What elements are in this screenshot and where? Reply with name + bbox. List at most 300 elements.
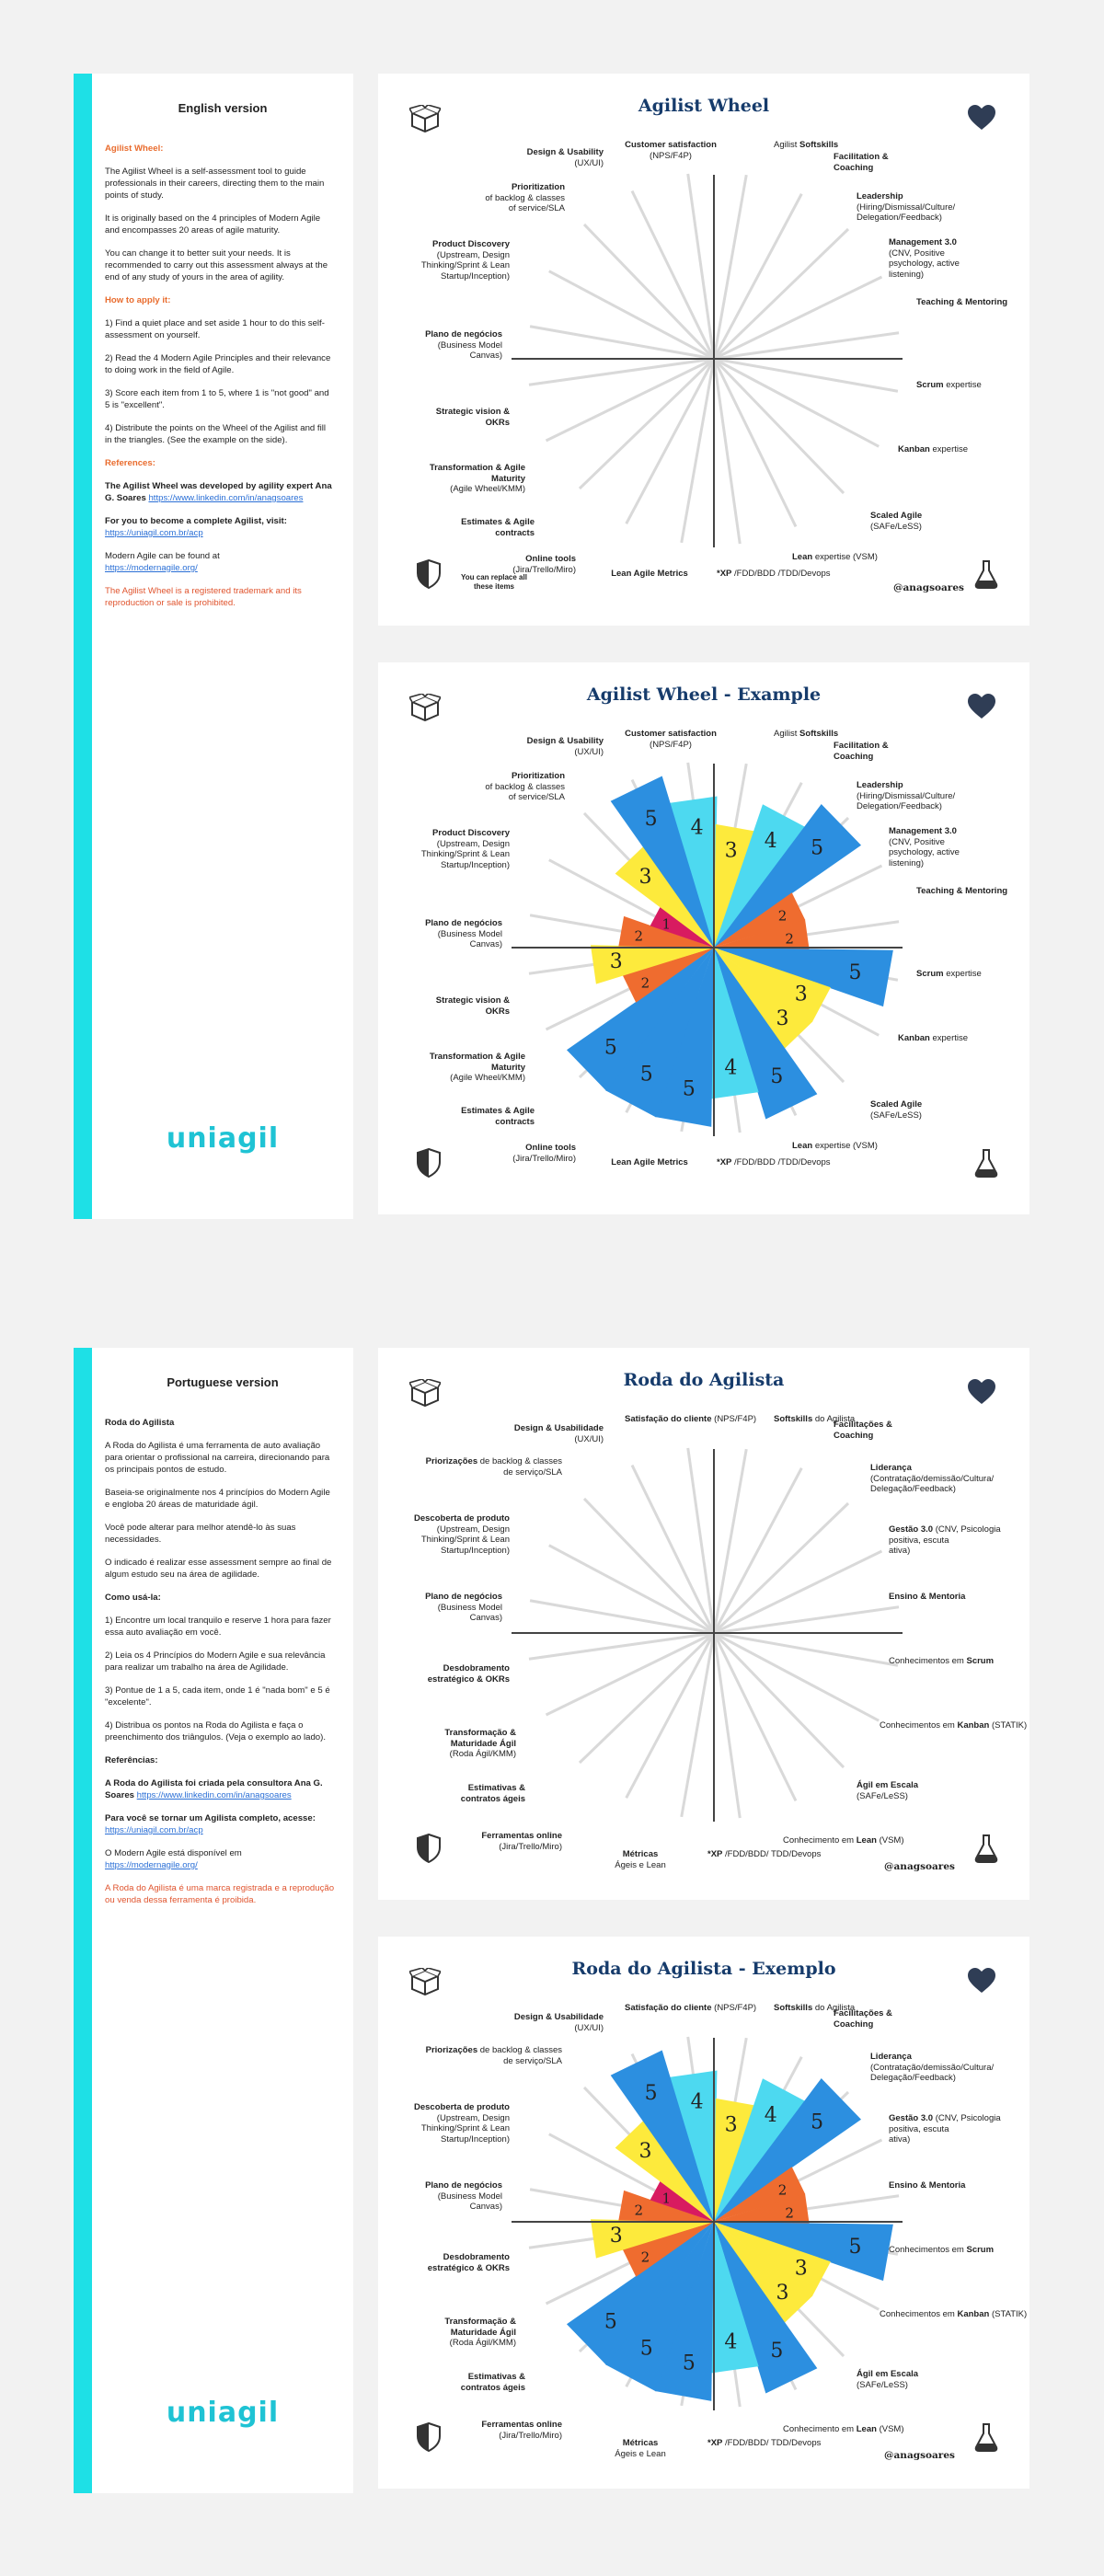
sidebar-paragraph [105, 1719, 335, 1743]
score-label: 3 [794, 983, 808, 1006]
wheel-item-label [898, 1033, 968, 1044]
sidebar-paragraph [105, 1487, 335, 1511]
sidebar-paragraph [105, 1557, 335, 1581]
signature: @anagsoares [884, 1861, 955, 1872]
label-part: (UX/UI) [574, 746, 604, 757]
wheel-item-label [430, 463, 525, 495]
label-part: Startup/Inception) [441, 270, 510, 282]
reference-link[interactable]: https://www.linkedin.com/in/anagsoares [136, 1790, 292, 1800]
label-part: Facilitation & [834, 741, 889, 751]
wheel-item-label [428, 1663, 510, 1685]
flask-icon [974, 1834, 998, 1868]
label-part: Startup/Inception) [441, 859, 510, 870]
wheel-item-label [436, 407, 510, 428]
label-part: (Jira/Trello/Miro) [499, 2430, 562, 2441]
label-part: /FDD/BDD /TDD/Devops [734, 569, 831, 579]
label-part: Conhecimentos em [880, 2309, 958, 2319]
label-part: *XP [707, 2438, 723, 2448]
label-part: Leadership [857, 191, 903, 201]
label-part: contracts [495, 527, 535, 538]
reference-link[interactable]: https://modernagile.org/ [105, 1860, 198, 1870]
label-part: Design & Usability [526, 147, 604, 157]
wheel-item-label [625, 140, 717, 161]
label-part: ativa) [889, 1546, 911, 1556]
score-label: 2 [785, 2204, 794, 2222]
wheel-item-label [527, 736, 604, 757]
label-part: (SAFe/LeSS) [857, 2379, 908, 2390]
wheel-item-label [604, 569, 696, 580]
paragraph-text: References: [105, 458, 155, 468]
wheel-item-label [461, 517, 535, 538]
heart-icon [967, 1968, 996, 1998]
label-part: Transformação & [444, 1728, 516, 1738]
wheel-title: Agilist Wheel - Example [586, 684, 822, 705]
sidebar-en [74, 74, 353, 1219]
sidebar-paragraph [105, 1615, 335, 1639]
paragraph-text: 3) Score each item from 1 to 5, where 1 is "not good" and 5 is "excellent". [105, 388, 329, 410]
label-part: (Upstream, Design [436, 1524, 510, 1535]
label-part: of backlog & classes [485, 192, 565, 203]
sidebar-paragraph [105, 515, 335, 539]
score-label: 2 [785, 930, 794, 948]
label-part: Ágeis e Lean [615, 1859, 666, 1870]
label-part: Coaching [834, 2018, 874, 2030]
label-part: Online tools [525, 1143, 576, 1153]
label-part: Maturity [491, 473, 525, 484]
wheel-item-label [444, 1728, 516, 1760]
label-part: Scrum [916, 380, 944, 390]
label-part: Liderança [870, 2052, 912, 2062]
wheel-item-label [421, 828, 510, 870]
wheel-item-label [717, 569, 831, 580]
label-part: Plano de negócios [425, 329, 502, 339]
label-part: Softskills [799, 140, 839, 150]
wheel-item-label [889, 2113, 1001, 2145]
label-part: Scaled Agile [870, 1099, 923, 1110]
label-part: Satisfação do cliente [625, 2003, 712, 2013]
label-part: Startup/Inception) [441, 1545, 510, 1556]
label-part: expertise [946, 380, 982, 390]
label-part: Plano de negócios [425, 1592, 502, 1602]
shield-icon [417, 2422, 441, 2456]
wheel-item-label [834, 152, 889, 173]
label-part: Priorizações [425, 2045, 478, 2055]
label-part: (CNV, Psicologia [935, 1524, 1001, 1535]
wheel-item-label [707, 1849, 821, 1860]
sidebar-paragraph [105, 1650, 335, 1673]
label-part: Maturity [491, 1062, 525, 1073]
label-part: /FDD/BDD/ TDD/Devops [725, 2438, 822, 2448]
wheel-item-label [428, 2252, 510, 2273]
label-part: de backlog & classes [479, 1456, 562, 1466]
paragraph-text: How to apply it: [105, 295, 171, 305]
label-part: Estimativas & [467, 1783, 525, 1793]
score-label: 5 [770, 1065, 784, 1089]
label-part: (SAFe/LeSS) [870, 1110, 922, 1121]
label-part: Thinking/Sprint & Lean [420, 1535, 510, 1545]
score-label: 3 [724, 839, 738, 863]
paragraph-text: For you to become a complete Agilist, visit: [105, 516, 287, 526]
label-part: Conhecimentos em [880, 1720, 958, 1731]
wheel-card-en [378, 74, 1029, 626]
label-part: Kanban [898, 1033, 930, 1043]
paragraph-text: O indicado é realizar esse assessment sempre ao final de algum estudo seu na área de agilidade. [105, 1558, 332, 1580]
label-part: Design & Usability [526, 736, 604, 746]
wheel-item-label [512, 1143, 576, 1164]
paragraph-text: Agilist Wheel: [105, 144, 164, 154]
wheel-item-label [857, 2369, 918, 2390]
label-part: Teaching & Mentoring [916, 297, 1008, 307]
score-label: 5 [682, 1077, 696, 1101]
label-part: Canvas) [469, 1613, 502, 1623]
wheel-item-label [594, 1849, 686, 1870]
shield-icon [417, 559, 441, 593]
wheel-item-label [421, 239, 510, 282]
label-part: Descoberta de produto [414, 2102, 510, 2112]
paragraph-text: 4) Distribute the points on the Wheel of the Agilist and fill in the triangles. (See the example on the side). [105, 423, 326, 445]
wheel-item-label [414, 2102, 510, 2145]
label-part: (CNV, Psicologia [935, 2113, 1001, 2123]
label-part: Facilitation & [834, 152, 889, 162]
score-label: 2 [777, 2181, 788, 2199]
label-part: Design & Usabilidade [513, 2012, 604, 2022]
score-label: 3 [609, 2224, 623, 2248]
label-part: (NPS/F4P) [650, 150, 692, 161]
score-label: 3 [638, 865, 652, 889]
wheel-item-label [916, 969, 982, 980]
score-label: 5 [811, 836, 824, 860]
wheel-item-label [481, 2420, 562, 2441]
label-part: Delegação/Feedback) [870, 1484, 956, 1494]
paragraph-text: A Roda do Agilista é uma marca registrada e a reprodução ou venda dessa ferramenta é proibida. [105, 1883, 335, 1905]
paragraph-text: The Agilist Wheel is a registered trademark and its reproduction or sale is prohibited. [105, 586, 302, 608]
score-label: 3 [776, 1007, 789, 1031]
label-part: Coaching [834, 162, 874, 173]
wheel-item-label [485, 771, 565, 803]
wheel-item-label [774, 140, 838, 151]
label-part: (NPS/F4P) [714, 1414, 757, 1424]
label-part: Thinking/Sprint & Lean [420, 260, 510, 270]
label-part: (Business Model [437, 928, 502, 939]
wheel-item-label [426, 1456, 562, 1478]
flask-icon [974, 559, 998, 593]
label-part: Kanban [957, 2309, 990, 2319]
wheel-title: Roda do Agilista [623, 1370, 785, 1390]
label-part: (Upstream, Design [436, 249, 510, 260]
wheel-item-label [461, 1106, 535, 1127]
label-part: Facilitações & [834, 2008, 892, 2018]
label-part: (UX/UI) [574, 2022, 604, 2033]
label-part: Facilitações & [834, 1420, 892, 1430]
wheel-item-label [514, 1423, 604, 1444]
paragraph-text: 1) Encontre um local tranquilo e reserve 1 hora para fazer essa auto avaliação em você. [105, 1616, 331, 1638]
sidebar-paragraph [105, 550, 335, 574]
label-part: (NPS/F4P) [714, 2003, 757, 2013]
uniagil-logo: uniagil [166, 2397, 280, 2429]
score-label: 5 [848, 961, 862, 985]
wheel-item-label [430, 1052, 525, 1084]
label-part: Thinking/Sprint & Lean [420, 849, 510, 859]
label-part: *XP [717, 569, 732, 579]
label-part: estratégico & OKRs [427, 2262, 510, 2273]
label-part: do Agilista [814, 1414, 856, 1424]
label-part: Ágil em Escala [857, 2369, 919, 2379]
score-label: 5 [848, 2236, 862, 2260]
label-part: OKRs [485, 417, 510, 428]
label-part: positiva, escuta [889, 2123, 949, 2134]
paragraph-text: It is originally based on the 4 principles of Modern Agile and encompasses 20 areas of agile maturity. [105, 213, 321, 236]
sidebar-paragraph [105, 247, 335, 283]
label-part: expertise (VSM) [814, 1141, 878, 1151]
label-part: of service/SLA [508, 203, 565, 213]
wheel-item-label [625, 2003, 757, 2014]
label-part: Maturidade Ágil [450, 1738, 516, 1749]
wheel-item-label [916, 380, 982, 391]
label-part: Scaled Agile [870, 511, 923, 521]
wheel-item-label [527, 147, 604, 168]
label-part: Transformation & Agile [429, 463, 525, 473]
label-part: Prioritization [511, 182, 565, 192]
shield-icon [417, 1834, 441, 1868]
paragraph-text: Baseia-se originalmente nos 4 princípios do Modern Agile e engloba 20 áreas de maturidade ágil. [105, 1488, 330, 1510]
wheel-item-label [783, 1835, 903, 1846]
label-part: Conhecimentos em [889, 2245, 967, 2255]
score-label: 2 [634, 2202, 644, 2219]
label-part: Liderança [870, 1463, 912, 1473]
wheel-item-label [916, 886, 1007, 897]
label-part: Kanban [898, 444, 930, 454]
sidebar-paragraph [105, 1777, 335, 1801]
score-label: 3 [794, 2257, 808, 2281]
wheel-title: Roda do Agilista - Exemplo [571, 1959, 836, 1979]
score-label: 4 [764, 2103, 777, 2127]
paragraph-text: Você pode alterar para melhor atendê-lo às suas necessidades. [105, 1523, 296, 1545]
sidebar-heading [105, 1754, 335, 1766]
label-part: Softskills [799, 729, 839, 739]
wheel-item-label [604, 1157, 696, 1168]
wheel-item-label [898, 444, 968, 455]
wheel-example-card-pt [378, 1937, 1029, 2489]
score-label: 4 [690, 816, 704, 840]
wheel-item-label [889, 237, 960, 280]
paragraph-text: Roda do Agilista [105, 1418, 175, 1428]
wheel-item-label [774, 729, 838, 740]
replace-note: You can replace all these items [461, 573, 527, 591]
paragraph-text: 2) Leia os 4 Princípios do Modern Agile e sua relevância para realizar um trabalho na área de Agilidade. [105, 1650, 326, 1673]
label-part: positiva, escuta [889, 1535, 949, 1546]
label-part: Product Discovery [432, 239, 510, 249]
label-part: (SAFe/LeSS) [870, 521, 922, 532]
paragraph-text: Para você se tornar um Agilista completo, acesse: [105, 1813, 316, 1823]
sidebar-paragraph [105, 166, 335, 201]
sidebar-paragraph [105, 317, 335, 341]
score-label: 5 [644, 2081, 658, 2105]
paragraph-text: The Agilist Wheel is a self-assessment tool to guide professionals in their careers, directing them to the main points of study. [105, 167, 325, 201]
label-part: (Contratação/demissão/Cultura/ [870, 1473, 995, 1484]
sidebar-title: English version [178, 101, 268, 115]
score-label: 2 [640, 2248, 650, 2266]
wheel-item-label [889, 1524, 1001, 1557]
label-part: Softskills [774, 2003, 813, 2013]
wheel-item-label [870, 1099, 922, 1121]
label-part: Canvas) [469, 939, 502, 949]
label-part: (Contratação/demissão/Cultura/ [870, 2062, 995, 2073]
sidebar-title: Portuguese version [167, 1375, 279, 1389]
paragraph-text: 2) Read the 4 Modern Agile Principles and their relevance to doing work in the field of Agile. [105, 353, 331, 375]
wheel-item-label [870, 1463, 994, 1495]
label-part: (Business Model [437, 1602, 502, 1613]
label-part: Management 3.0 [889, 237, 957, 247]
label-part: Ferramentas online [481, 2420, 562, 2430]
label-part: (UX/UI) [574, 1433, 604, 1444]
sidebar-heading [105, 294, 335, 306]
score-label: 5 [644, 807, 658, 831]
label-part: Teaching & Mentoring [916, 886, 1008, 896]
sidebar-paragraph [105, 1812, 335, 1836]
paragraph-text: Referências: [105, 1755, 158, 1765]
label-part: Lean [792, 1141, 813, 1151]
label-part: Gestão 3.0 [889, 2113, 934, 2123]
wheel-item-label [425, 1592, 502, 1624]
label-part: Métricas [622, 2438, 659, 2448]
wheel-item-label [625, 729, 717, 750]
label-part: Startup/Inception) [441, 2133, 510, 2145]
label-part: contratos ágeis [460, 2382, 525, 2393]
english-section [0, 0, 1104, 1233]
label-part: Online tools [525, 554, 576, 564]
label-part: de backlog & classes [479, 2045, 562, 2055]
label-part: listening) [889, 857, 925, 868]
sidebar-paragraph [105, 1847, 335, 1871]
score-label: 5 [770, 2340, 784, 2363]
label-part: of backlog & classes [485, 781, 565, 792]
reference-link[interactable]: https://modernagile.org/ [105, 563, 198, 573]
reference-link[interactable]: https://www.linkedin.com/in/anagsoares [148, 493, 304, 503]
reference-link[interactable]: https://uniagil.com.br/acp [105, 1825, 203, 1835]
paragraph-text: 1) Find a quiet place and set aside 1 hour to do this self-assessment on yourself. [105, 318, 325, 340]
sidebar-heading [105, 1417, 335, 1429]
label-part: Descoberta de produto [414, 1513, 510, 1524]
label-part: expertise [932, 1033, 969, 1043]
wheel-item-label [707, 2438, 821, 2449]
reference-link[interactable]: https://uniagil.com.br/acp [105, 528, 203, 538]
sidebar-paragraph [105, 213, 335, 236]
heart-icon [967, 105, 996, 135]
wheel-item-label [889, 1656, 994, 1667]
label-part: Satisfação do cliente [625, 1414, 712, 1424]
label-part: Agilist [774, 140, 799, 150]
label-part: (Business Model [437, 2191, 502, 2202]
label-part: Coaching [834, 1430, 874, 1441]
label-part: (Upstream, Design [436, 2112, 510, 2123]
label-part: (Roda Ágil/KMM) [449, 2338, 516, 2348]
label-part: de serviço/SLA [503, 1466, 562, 1478]
label-part: (Hiring/Dismissal/Culture/ [857, 790, 956, 801]
wheel-card-pt [378, 1348, 1029, 1900]
label-part: (Jira/Trello/Miro) [512, 564, 576, 575]
label-part: Design & Usabilidade [513, 1423, 604, 1433]
wheel-item-label [625, 1414, 757, 1425]
uniagil-logo: uniagil [166, 1122, 280, 1155]
label-part: Scrum [966, 2245, 995, 2255]
score-label: 1 [661, 2190, 672, 2207]
example-wheel-chart [378, 1937, 1029, 2489]
label-part: (CNV, Positive [889, 247, 945, 259]
signature: @anagsoares [884, 2450, 955, 2461]
label-part: Scrum [966, 1656, 995, 1666]
label-part: Scrum [916, 969, 944, 979]
score-label: 4 [690, 2090, 704, 2114]
label-part: contracts [495, 1116, 535, 1127]
sidebar-heading [105, 143, 335, 155]
sidebar-paragraph [105, 387, 335, 411]
label-part: Customer satisfaction [625, 140, 717, 150]
label-part: Ágeis e Lean [615, 2448, 666, 2459]
label-part: (Agile Wheel/KMM) [450, 1073, 525, 1083]
box-icon [409, 694, 441, 726]
label-part: Estimativas & [467, 2372, 525, 2382]
wheel-item-label [870, 511, 922, 532]
paragraph-text: Modern Agile can be found at [105, 551, 220, 561]
paragraph-text: Como usá-la: [105, 1593, 161, 1603]
sidebar-paragraph [105, 480, 335, 504]
paragraph-text: A Roda do Agilista foi criada pela consultora Ana G. Soares [105, 1778, 323, 1800]
wheel-item-label [425, 2180, 502, 2213]
label-part: Lean Agile Metrics [611, 1157, 688, 1167]
wheel-item-label [461, 1783, 525, 1804]
label-part: estratégico & OKRs [427, 1673, 510, 1685]
label-part: Lean Agile Metrics [611, 569, 688, 579]
sidebar-body [92, 143, 353, 609]
label-part: Strategic vision & [435, 407, 510, 417]
label-part: Kanban [957, 1720, 990, 1731]
label-part: (SAFe/LeSS) [857, 1790, 908, 1801]
label-part: Métricas [622, 1849, 659, 1859]
label-part: (STATIK) [991, 1720, 1028, 1731]
sidebar-pt [74, 1348, 353, 2493]
wheel-item-label [870, 2052, 994, 2084]
label-part: (Roda Ágil/KMM) [449, 1749, 516, 1759]
box-icon [409, 105, 441, 137]
box-icon [409, 1379, 441, 1411]
label-part: (STATIK) [991, 2309, 1028, 2319]
paragraph-text: O Modern Agile está disponível em [105, 1848, 242, 1858]
label-part: Product Discovery [432, 828, 510, 838]
label-part: Conhecimento em [783, 1835, 857, 1846]
label-part: Ensino & Mentoria [889, 2180, 966, 2191]
label-part: (VSM) [879, 1835, 904, 1846]
score-label: 5 [682, 2352, 696, 2375]
label-part: (UX/UI) [574, 157, 604, 168]
sidebar-paragraph [105, 1440, 335, 1476]
label-part: Transformation & Agile [429, 1052, 525, 1062]
sidebar-body [92, 1417, 353, 1906]
label-part: Softskills [774, 1414, 813, 1424]
sidebar-paragraph [105, 422, 335, 446]
label-part: do Agilista [814, 2003, 856, 2013]
label-part: Plano de negócios [425, 2180, 502, 2191]
wheel-item-label [717, 1157, 831, 1168]
score-label: 4 [724, 1056, 738, 1080]
label-part: Plano de negócios [425, 918, 502, 928]
label-part: Ferramentas online [481, 1831, 562, 1841]
label-part: Maturidade Ágil [450, 2327, 516, 2338]
score-label: 3 [776, 2282, 789, 2306]
label-part: Priorizações [425, 1456, 478, 1466]
box-icon [409, 1968, 441, 2000]
label-part: /FDD/BDD/ TDD/Devops [725, 1849, 822, 1859]
sidebar-paragraph [105, 1522, 335, 1546]
